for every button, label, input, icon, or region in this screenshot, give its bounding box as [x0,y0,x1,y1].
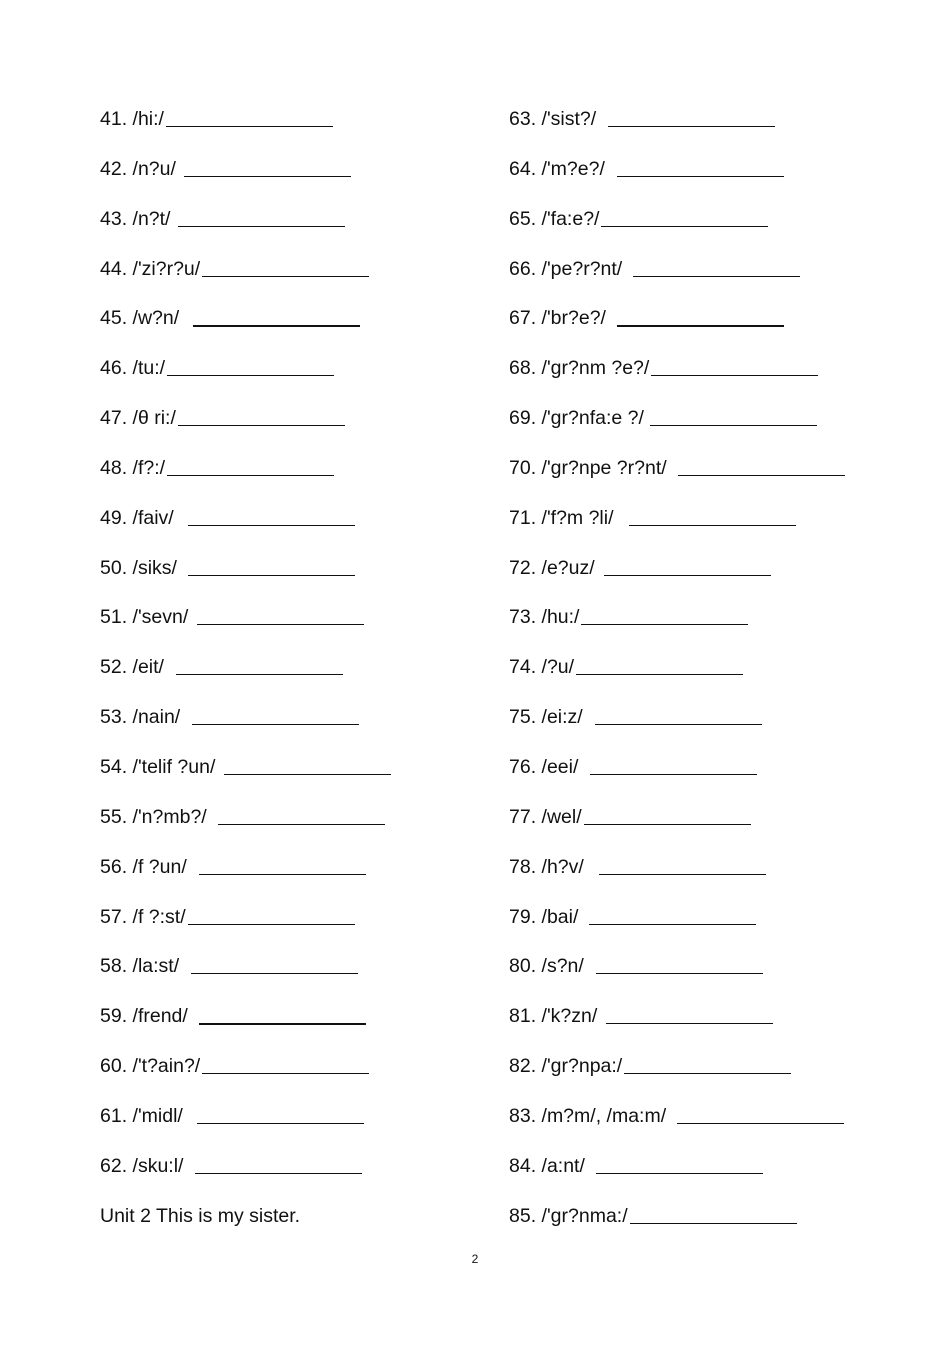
exercise-item-49: 49. /faiv/ [100,503,480,553]
exercise-item-57: 57. /f ?:st/ [100,902,480,952]
answer-blank[interactable] [191,951,358,974]
exercise-item-71: 71. /'f?m ?li/ [509,503,889,553]
exercise-item-67: 67. /'br?e?/ [509,303,889,353]
answer-blank[interactable] [617,154,784,177]
answer-blank[interactable] [202,1051,369,1074]
answer-blank[interactable] [192,702,359,725]
exercise-item-50: 50. /siks/ [100,553,480,603]
answer-blank[interactable] [608,104,775,127]
exercise-item-76: 76. /eei/ [509,752,889,802]
exercise-item-72: 72. /e?uz/ [509,553,889,603]
exercise-item-77: 77. /wel/ [509,802,889,852]
exercise-item-75: 75. /ei:z/ [509,702,889,752]
exercise-item-84: 84. /a:nt/ [509,1151,889,1201]
answer-blank[interactable] [176,652,343,675]
answer-blank[interactable] [604,553,771,576]
answer-blank[interactable] [651,353,818,376]
exercise-item-62: 62. /sku:l/ [100,1151,480,1201]
exercise-item-41: 41. /hi:/ [100,104,480,154]
exercise-item-70: 70. /'gr?npe ?r?nt/ [509,453,889,503]
answer-blank[interactable] [188,553,355,576]
exercise-item-45: 45. /w?n/ [100,303,480,353]
answer-blank[interactable] [576,652,743,675]
exercise-item-46: 46. /tu:/ [100,353,480,403]
answer-blank[interactable] [195,1151,362,1174]
answer-blank[interactable] [584,802,751,825]
right-column [509,104,889,1250]
answer-blank[interactable] [596,951,763,974]
answer-blank[interactable] [188,902,355,925]
answer-blank[interactable] [178,403,345,426]
exercise-item-85: 85. /'gr?nma:/ [509,1201,889,1251]
exercise-item-53: 53. /nain/ [100,702,480,752]
answer-blank[interactable] [630,1201,797,1224]
exercise-item-79: 79. /bai/ [509,902,889,952]
answer-blank[interactable] [677,1101,844,1124]
answer-blank[interactable] [650,403,817,426]
exercise-item-83: 83. /m?m/, /ma:m/ [509,1101,889,1151]
exercise-item-58: 58. /la:st/ [100,951,480,1001]
answer-blank[interactable] [589,902,756,925]
exercise-item-80: 80. /s?n/ [509,951,889,1001]
exercise-item-54: 54. /'telif ?un/ [100,752,480,802]
answer-blank[interactable] [596,1151,763,1174]
answer-blank[interactable] [193,303,360,327]
answer-blank[interactable] [197,602,364,625]
answer-blank[interactable] [184,154,351,177]
exercise-item-65: 65. /'fa:e?/ [509,204,889,254]
exercise-item-63: 63. /'sist?/ [509,104,889,154]
exercise-item-66: 66. /'pe?r?nt/ [509,254,889,304]
answer-blank[interactable] [599,852,766,875]
answer-blank[interactable] [188,503,355,526]
exercise-item-51: 51. /'sevn/ [100,602,480,652]
answer-blank[interactable] [590,752,757,775]
unit-heading: Unit 2 This is my sister. [100,1204,301,1227]
exercise-item-74: 74. /?u/ [509,652,889,702]
answer-blank[interactable] [595,702,762,725]
answer-blank[interactable] [199,1001,366,1025]
exercise-item-69: 69. /'gr?nfa:e ?/ [509,403,889,453]
answer-blank[interactable] [178,204,345,227]
answer-blank[interactable] [167,353,334,376]
answer-blank[interactable] [601,204,768,227]
exercise-item-43: 43. /n?t/ [100,204,480,254]
answer-blank[interactable] [202,254,369,277]
left-column [100,104,480,1250]
answer-blank[interactable] [678,453,845,476]
answer-blank[interactable] [617,303,784,327]
exercise-item-48: 48. /f?:/ [100,453,480,503]
answer-blank[interactable] [629,503,796,526]
page-number: 2 [471,1252,479,1266]
exercise-item-42: 42. /n?u/ [100,154,480,204]
exercise-item-44: 44. /'zi?r?u/ [100,254,480,304]
answer-blank[interactable] [224,752,391,775]
answer-blank[interactable] [197,1101,364,1124]
exercise-item-73: 73. /hu:/ [509,602,889,652]
exercise-item-47: 47. /θ ri:/ [100,403,480,453]
exercise-item-61: 61. /'midl/ [100,1101,480,1151]
exercise-item-60: 60. /'t?ain?/ [100,1051,480,1101]
answer-blank[interactable] [581,602,748,625]
answer-blank[interactable] [167,453,334,476]
answer-blank[interactable] [199,852,366,875]
exercise-item-68: 68. /'gr?nm ?e?/ [509,353,889,403]
exercise-item-52: 52. /eit/ [100,652,480,702]
answer-blank[interactable] [633,254,800,277]
answer-blank[interactable] [166,104,333,127]
exercise-item-59: 59. /frend/ [100,1001,480,1051]
exercise-item-56: 56. /f ?un/ [100,852,480,902]
answer-blank[interactable] [624,1051,791,1074]
exercise-item-82: 82. /'gr?npa:/ [509,1051,889,1101]
exercise-item-64: 64. /'m?e?/ [509,154,889,204]
answer-blank[interactable] [606,1001,773,1024]
exercise-item-55: 55. /'n?mb?/ [100,802,480,852]
exercise-item-78: 78. /h?v/ [509,852,889,902]
exercise-item-81: 81. /'k?zn/ [509,1001,889,1051]
answer-blank[interactable] [218,802,385,825]
